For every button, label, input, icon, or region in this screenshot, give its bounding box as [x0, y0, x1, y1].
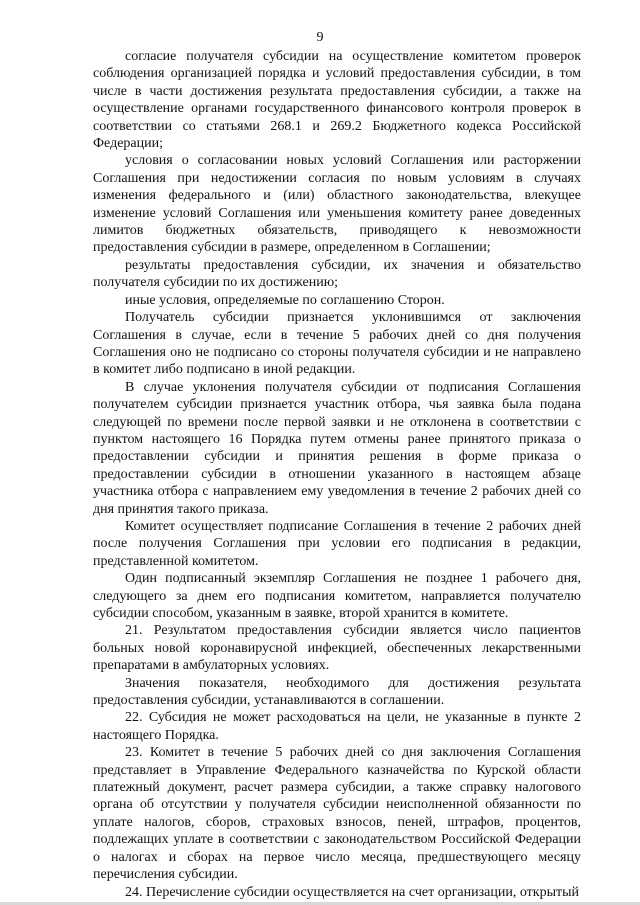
- paragraph-agreement-renegotiation: условия о согласовании новых условий Соглашения или расторжении Соглашения при недостижении согласия по новым условиям в случаях изменения федерального и (или) областного законодательства, влекущее изменение условий Соглашения или уменьшения комитету ранее доведенных лимитов бюджетных обязательств, приводящего к невозможности предоставления субсидии в размере, определенном в Соглашении;: [93, 153, 581, 256]
- clause-22-purpose: 22. Субсидия не может расходоваться на цели, не указанные в пункте 2 настоящего Порядка.: [93, 710, 581, 743]
- page-number: 9: [316, 30, 324, 45]
- paragraph-subsidy-results: результаты предоставления субсидии, их значения и обязательство получателя субсидии по их достижению;: [93, 257, 581, 291]
- clause-21-result: 21. Результатом предоставления субсидии является число пациентов больных новой коронавирусной инфекцией, обеспеченных лекарственными препаратами в амбулаторных условиях.: [93, 623, 581, 674]
- document-body: [93, 48, 581, 901]
- clause-24-transfer: 24. Перечисление субсидии осуществляется на счет организации, открытый: [125, 884, 580, 900]
- clause-23-treasury: 23. Комитет в течение 5 рабочих дней со дня заключения Соглашения представляет в Управление Федерального казначейства по Курской области платежный документ, расчет размера субсидии, а также справку налогового органа об отсутствии у получателя субсидии неисполненной обязанности по уплате налогов, сборов, страховых взносов, пеней, штрафов, процентов, подлежащих уплате в соответствии с законодательством Российской Федерации о налогах и сборах на первое число месяца, предшествующего месяцу перечисления субсидии.: [93, 745, 581, 883]
- paragraph-committee-signing: Комитет осуществляет подписание Соглашения в течение 2 рабочих дней после получения Соглашения при условии его подписания в редакции, представленной комитетом.: [93, 518, 581, 569]
- paragraph-other-conditions: иные условия, определяемые по соглашению Сторон.: [125, 292, 445, 308]
- paragraph-recipient-evasion: Получатель субсидии признается уклонившимся от заключения Соглашения в случае, если в течение 5 рабочих дней со дня получения Соглашения оно не подписано со стороны получателя субсидии и не направлено в комитет либо подписано в иной редакции.: [93, 310, 581, 378]
- paragraph-evasion-consequences: В случае уклонения получателя субсидии от подписания Соглашения получателем субсидии признается участник отбора, чья заявка была подана следующей по времени после первой заявки и не отклонена в соответствии с пунктом настоящего 16 Порядка путем отмены ранее принятого приказа о предоставлении субсидии и принятия решения в форме приказа о предоставлении субсидии в отношении указанного в настоящем абзаце участника отбора с направлением ему уведомления в течение 2 рабочих дней со дня принятия такого приказа.: [93, 379, 581, 517]
- paragraph-consent-to-inspections: согласие получателя субсидии на осуществление комитетом проверок соблюдения организацией порядка и условий предоставления субсидии, в том числе в части достижения результата предоставления субсидии, а также на осуществление органами государственного финансового контроля проверок в соответствии со статьями 268.1 и 269.2 Бюджетного кодекса Российской Федерации;: [93, 49, 581, 152]
- paragraph-signed-copy: Один подписанный экземпляр Соглашения не позднее 1 рабочего дня, следующего за днем его подписания комитетом, направляется получателю субсидии способом, указанным в заявке, второй хранится в комитете.: [93, 571, 581, 621]
- paragraph-indicator-values: Значения показателя, необходимого для достижения результата предоставления субсидии, устанавливаются в соглашении.: [93, 675, 581, 709]
